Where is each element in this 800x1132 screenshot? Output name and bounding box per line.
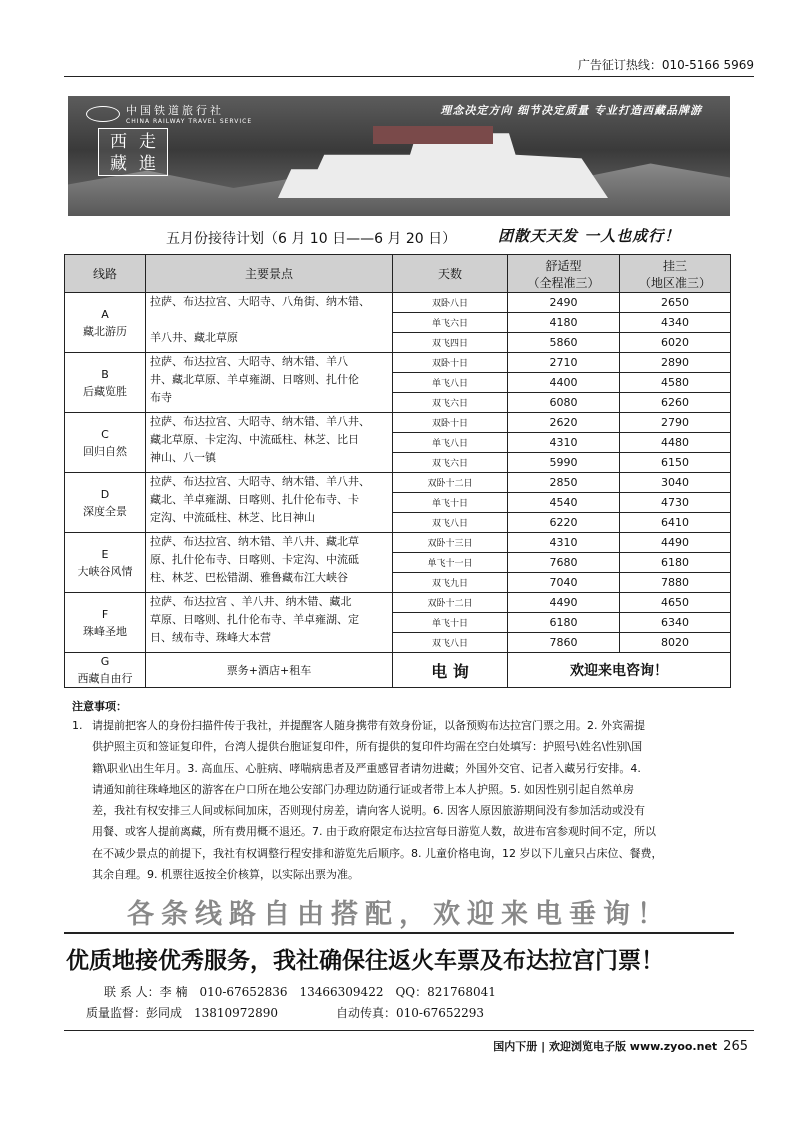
service-slogan: 优质地接优秀服务，我社确保往返火车票及布达拉宫门票！ [66,948,664,974]
hang-price: 2650 [620,293,731,313]
comfort-price: 5990 [508,453,620,473]
header-comfort [508,255,620,293]
route-table-body [65,293,731,688]
inquiry-cell: 电 询 [393,653,508,688]
hang-price: 4730 [620,493,731,513]
hang-price: 3040 [620,473,731,493]
spots-line: 草原、日喀则、扎什伦布寺、羊卓雍湖、定 [150,613,359,626]
route-code: C [101,427,109,441]
route-name: 大峡谷风情 [77,564,133,578]
comfort-price: 4540 [508,493,620,513]
hang-price: 4490 [620,533,731,553]
route-cell [65,473,146,533]
seal-char: 走 [139,132,156,152]
footer-divider [64,1030,754,1031]
spots-line: 柱、林芝、巴松错湖、雅鲁藏布江大峡谷 [150,571,348,584]
auto-fax: 自动传真：010-67652293 [336,1006,485,1020]
days-cell: 双卧十日 [393,353,508,373]
days-cell: 单飞六日 [393,313,508,333]
notes-line: 请通知前往珠峰地区的游客在户口所在地公安部门办理边防通行证或者带上本人护照。5. 如因性别引起自然单房 [92,782,634,796]
days-cell: 双飞四日 [393,333,508,353]
comfort-price: 4310 [508,433,620,453]
plan-title: 五月份接待计划（6 月 10 日——6 月 20 日） [166,231,457,247]
days-cell: 双卧十三日 [393,533,508,553]
notes-line: 籍\职业\出生年月。3. 高血压、心脏病、哮喘病患者及严重感冒者请勿进藏；外国外交官、记者入藏另行安排。4. [92,761,641,775]
spots-line: 拉萨、布达拉宫 、羊八井、纳木错、藏北 [150,595,352,608]
notes-title: 注意事项： [72,700,127,713]
walk-into-tibet-seal [98,128,168,176]
company-logo [86,102,252,125]
days-cell: 单飞八日 [393,433,508,453]
spots-line: 拉萨、布达拉宫、大昭寺、八角街、纳木错、 [150,295,370,308]
hang-price: 4580 [620,373,731,393]
days-cell: 单飞十日 [393,493,508,513]
ad-hotline: 广告征订热线：010-5166 5969 [577,58,754,72]
footer-text[interactable]: 国内下册 | 欢迎浏览电子版 www.zyoo.net [493,1040,718,1053]
hang-price: 4340 [620,313,731,333]
hang-price: 6340 [620,613,731,633]
route-price-table [64,254,731,688]
header-hang [620,255,731,293]
route-name: 西藏自由行 [77,672,133,685]
spots-cell [146,353,393,413]
spots-line: 日、绒布寺、珠峰大本营 [150,631,271,644]
spots-line: 拉萨、布达拉宫、大昭寺、纳木错、羊八井、 [150,475,370,488]
hang-price: 7880 [620,573,731,593]
route-cell [65,413,146,473]
days-cell: 双卧八日 [393,293,508,313]
header-spots: 主要景点 [146,255,393,293]
hang-price: 4480 [620,433,731,453]
comfort-price: 2850 [508,473,620,493]
table-row [65,353,731,373]
table-row [65,533,731,553]
spots-cell: 票务+酒店+租车 [146,653,393,688]
spots-line: 拉萨、布达拉宫、纳木错、羊八井、藏北草 [150,535,359,548]
notes-block [72,715,728,882]
spots-cell [146,593,393,653]
comfort-price: 6080 [508,393,620,413]
spots-cell [146,293,393,353]
route-name: 珠峰圣地 [83,624,127,638]
notes-line: 用餐、或客人提前离藏，所有费用概不退还。7. 由于政府限定布达拉宫每日游览人数，故进布宫参观时间不定，所以 [92,825,656,839]
hang-price: 6260 [620,393,731,413]
spots-line: 定沟、中流砥柱、林芝、比日神山 [150,511,315,524]
top-divider [64,76,754,77]
spots-line: 羊八井、藏北草原 [150,331,238,344]
comfort-price: 7860 [508,633,620,653]
comfort-price: 5860 [508,333,620,353]
header-hang-sub: （地区准三） [638,275,711,290]
table-row [65,593,731,613]
route-name: 后藏览胜 [83,384,127,398]
header-days: 天数 [393,255,508,293]
days-cell: 双卧十日 [393,413,508,433]
header-comfort-sub: （全程准三） [527,275,600,290]
comfort-price: 2710 [508,353,620,373]
route-cell [65,533,146,593]
seal-char: 藏 [110,154,127,174]
notes-number: 1. [72,719,83,732]
spots-line: 拉萨、布达拉宫、大昭寺、纳木错、羊八 [150,355,348,368]
header-route: 线路 [65,255,146,293]
spots-cell [146,413,393,473]
route-cell [65,653,146,688]
spots-cell [146,473,393,533]
spots-line: 藏北草原、卡定沟、中流砥柱、林芝、比日 [150,433,359,446]
route-cell [65,353,146,413]
notes-line: 供护照主页和签证复印件，台湾人提供台胞证复印件，所有提供的复印件均需在空白处填写：护照号\姓名\性别\国 [92,740,643,754]
route-name: 深度全景 [83,504,127,518]
railway-logo-icon [86,106,120,122]
route-cell [65,293,146,353]
hang-price: 6020 [620,333,731,353]
seal-char: 西 [110,132,127,152]
comfort-price: 4180 [508,313,620,333]
spots-cell [146,533,393,593]
days-cell: 双飞六日 [393,453,508,473]
table-row [65,413,731,433]
palace-red-roof [373,126,493,144]
notes-line: 请提前把客人的身份扫描件传于我社，并提醒客人随身携带有效身份证，以备预购布达拉宫门票之用。2. 外宾需提 [92,719,645,732]
days-cell: 双飞六日 [393,393,508,413]
slogan-divider [64,932,734,934]
comfort-price: 6180 [508,613,620,633]
notes-line: 差，我社有权安排三人间或标间加床，否则现付房差，请向客人说明。6. 因客人原因旅游期间没有参加活动或没有 [92,804,645,818]
header-comfort-label: 舒适型 [545,258,582,273]
route-code: A [101,307,109,321]
comfort-price: 7040 [508,573,620,593]
tibet-banner [68,96,730,216]
hang-price: 2790 [620,413,731,433]
table-row [65,473,731,493]
comfort-price: 6220 [508,513,620,533]
seal-char: 進 [139,154,156,174]
table-row [65,653,731,688]
hang-price: 6180 [620,553,731,573]
company-name-cn: 中国铁道旅行社 [126,104,224,117]
route-code: B [101,367,109,381]
table-header-row [65,255,731,293]
route-cell [65,593,146,653]
hang-price: 6150 [620,453,731,473]
spots-line: 拉萨、布达拉宫、大昭寺、纳木错、羊八井、 [150,415,370,428]
hang-price: 4650 [620,593,731,613]
route-name: 回归自然 [83,444,127,458]
days-cell: 双卧十二日 [393,593,508,613]
header-hang-label: 挂三 [662,258,687,273]
page-footer [493,1038,748,1054]
days-cell: 单飞十一日 [393,553,508,573]
comfort-price: 2620 [508,413,620,433]
hang-price: 6410 [620,513,731,533]
comfort-price: 4400 [508,373,620,393]
comfort-price: 7680 [508,553,620,573]
route-code: G [100,655,110,668]
route-code: D [100,487,110,501]
hang-price: 8020 [620,633,731,653]
route-code: E [101,547,109,561]
comfort-price: 4490 [508,593,620,613]
quality-supervisor: 质量监督：彭同成 13810972890 [86,1006,278,1020]
route-name: 藏北游历 [83,324,127,338]
notes-line: 其余自理。9. 机票往返按全价核算，以实际出票为准。 [92,868,359,882]
days-cell: 双飞八日 [393,633,508,653]
notes-line: 在不减少景点的前提下，我社有权调整行程安排和游览先后顺序。8. 儿童价格电询，12 岁以下儿童只占床位、餐费， [92,846,663,860]
route-code: F [101,607,109,621]
notes-body [92,715,728,885]
spots-line: 布寺 [150,391,172,404]
spots-line: 藏北、羊卓雍湖、日喀则、扎什伦布寺、卡 [150,493,359,506]
contact-person: 联 系 人：李 楠 010-67652836 13466309422 QQ：821768041 [104,985,496,999]
page-number: 265 [723,1039,748,1054]
spots-line [150,311,388,329]
spots-line: 神山、八一镇 [150,451,216,464]
comfort-price: 4310 [508,533,620,553]
days-cell: 双飞八日 [393,513,508,533]
free-combination-slogan: 各条线路自由搭配，欢迎来电垂询！ [127,899,671,930]
plan-tagline: 团散天天发 一人也成行！ [498,227,681,245]
days-cell: 单飞八日 [393,373,508,393]
spots-line: 原、扎什伦布寺、日喀则、卡定沟、中流砥 [150,553,359,566]
table-row [65,293,731,313]
comfort-price: 2490 [508,293,620,313]
company-name-en: CHINA RAILWAY TRAVEL SERVICE [126,118,253,125]
welcome-cell: 欢迎来电咨询！ [508,653,731,688]
days-cell: 双飞九日 [393,573,508,593]
banner-slogan: 理念决定方向 细节决定质量 专业打造西藏品牌游 [440,104,702,117]
hang-price: 2890 [620,353,731,373]
days-cell: 单飞十日 [393,613,508,633]
spots-line: 井、藏北草原、羊卓雍湖、日喀则、扎什伦 [150,373,359,386]
days-cell: 双卧十二日 [393,473,508,493]
